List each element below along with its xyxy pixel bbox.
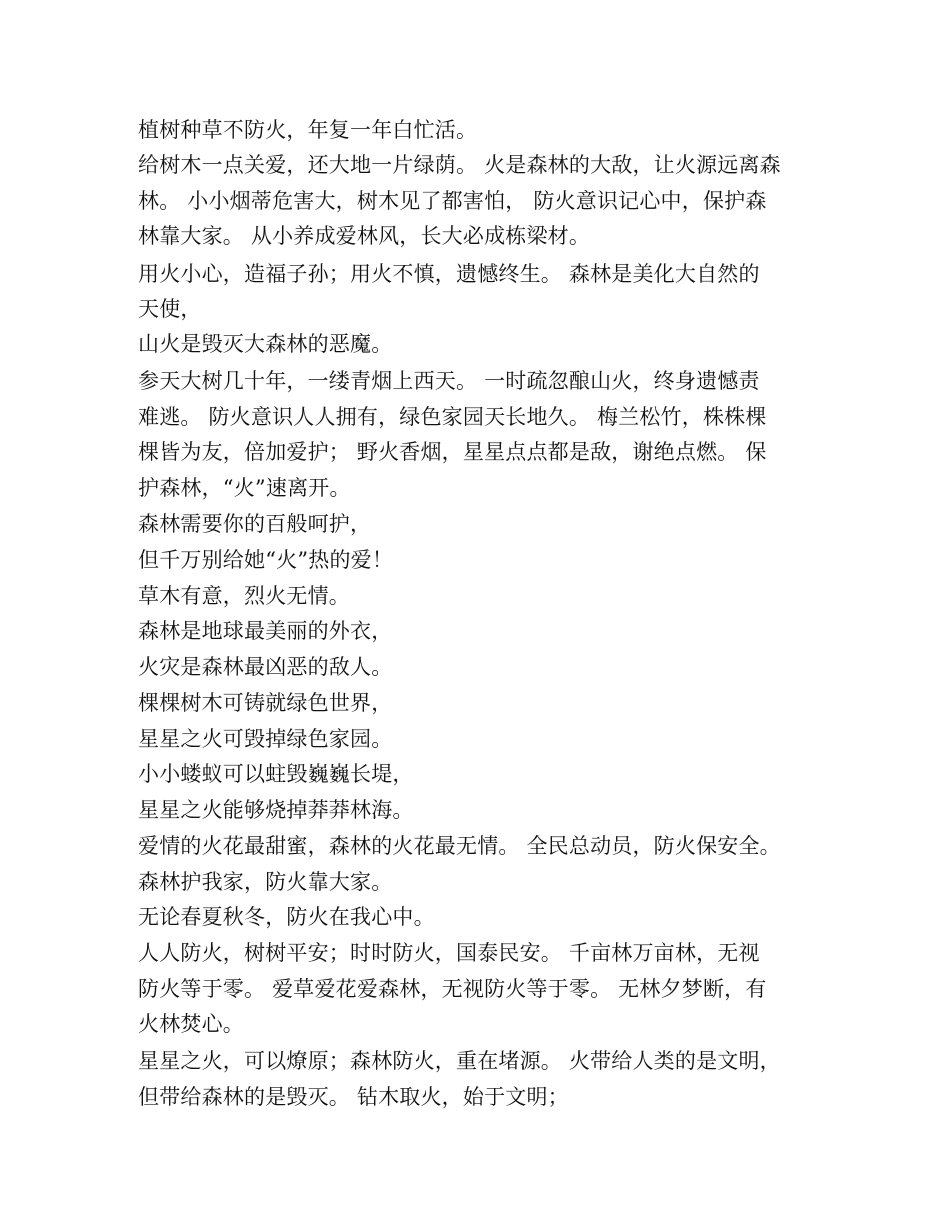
text-line: 人人防火，树树平安；时时防火，国泰民安。 千亩林万亩林，无视 (138, 941, 760, 965)
text-line: 难逃。 防火意识人人拥有，绿色家园天长地久。 梅兰松竹，株株棵 (138, 405, 767, 429)
text-line: 星星之火可毁掉绿色家园。 (138, 727, 393, 751)
text-line: 山火是毁灭大森林的恶魔。 (138, 332, 393, 356)
text-line: 防火等于零。 爱草爱花爱森林，无视防火等于零。 无林夕梦断，有 (138, 977, 767, 1001)
text-line: 棵棵树木可铸就绿色世界， (138, 691, 393, 715)
text-line: 天使， (138, 297, 202, 321)
text-line: 小小蝼蚁可以蛀毁巍巍长堤， (138, 762, 414, 786)
text-line: 护森林，“火”速离开。 (138, 476, 351, 500)
text-line: 植树种草不防火，年复一年白忙活。 (138, 118, 478, 142)
text-line: 林。 小小烟蒂危害大，树木见了都害怕， 防火意识记心中，保护森 (138, 189, 767, 213)
text-line: 森林护我家，防火靠大家。 (138, 870, 393, 894)
text-line: 星星之火能够烧掉莽莽林海。 (138, 798, 414, 822)
text-line: 但千万别给她“火”热的爱！ (138, 548, 394, 572)
text-line: 草木有意，烈火无情。 (138, 584, 350, 608)
text-line: 用火小心，造福子孙；用火不慎，遗憾终生。 森林是美化大自然的 (138, 262, 760, 286)
text-line: 但带给森林的是毁灭。 钻木取火，始于文明； (138, 1085, 569, 1109)
text-line: 火灾是森林最凶恶的敌人。 (138, 655, 393, 679)
text-line: 森林需要你的百般呵护， (138, 512, 372, 536)
text-line: 参天大树几十年，一缕青烟上西天。 一时疏忽酿山火，终身遗憾责 (138, 369, 760, 393)
text-line: 林靠大家。 从小养成爱林风，长大必成栋梁材。 (138, 224, 591, 248)
text-line: 给树木一点关爱，还大地一片绿荫。 火是森林的大敌，让火源远离森 (138, 153, 781, 177)
text-line: 星星之火，可以燎原；森林防火，重在堵源。 火带给人类的是文明， (138, 1049, 781, 1073)
text-line: 棵皆为友，倍加爱护； 野火香烟，星星点点都是敌，谢绝点燃。 保 (138, 440, 767, 464)
text-line: 火林焚心。 (138, 1012, 244, 1036)
text-line: 无论春夏秋冬，防火在我心中。 (138, 905, 435, 929)
text-line: 爱情的火花最甜蜜，森林的火花最无情。 全民总动员，防火保安全。 (138, 834, 781, 858)
text-line: 森林是地球最美丽的外衣， (138, 619, 393, 643)
